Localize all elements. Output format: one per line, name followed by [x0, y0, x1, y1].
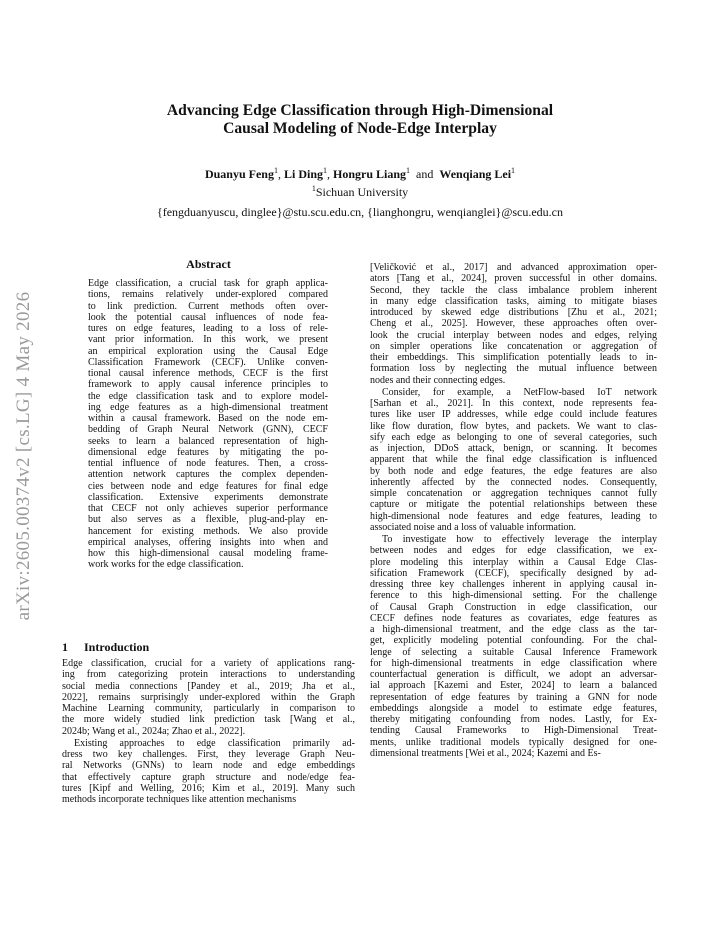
text-line: Existing approaches to edge classification primarily ad- — [74, 737, 355, 749]
text-line: tential influence of node features. Then, a cross- — [88, 458, 328, 469]
text-line: dimensional treatments [Wei et al., 2024; Kazemi and Es- — [370, 747, 601, 759]
text-line: tures on edge features, leading to a loss of rele- — [88, 323, 328, 334]
section-heading-introduction — [62, 640, 149, 655]
text-line: Classification Framework (CECF). Unlike conven- — [88, 356, 328, 368]
text-line: tending Causal Frameworks to High-Dimensional Treat- — [370, 725, 657, 737]
affiliation-name: Sichuan University — [315, 185, 409, 199]
text-line: hancement for existing methods. We also provide — [88, 525, 328, 537]
text-line: Cheng et al., 2025]. However, these approaches often over- — [370, 318, 657, 330]
text-line: ial approach [Kazemi and Ester, 2024] to learn a balanced — [370, 680, 657, 692]
paragraph — [370, 534, 657, 759]
text-line: that CECF not only achieves superior performance — [88, 503, 328, 514]
text-line: thereby mitigating confounding from nodes. Lastly, for Ex- — [370, 714, 657, 725]
author-list — [0, 163, 720, 182]
text-line: seeks to learn a balanced representation of high- — [88, 435, 328, 447]
text-line: the edge classification task and to explore model- — [88, 390, 328, 402]
author-name: Hongru Liang — [333, 167, 407, 181]
text-line: social media connections [Pandey et al., 2019; Jha et al., — [62, 680, 355, 692]
text-line: like flow duration, flow bytes, and packets. We want to clas- — [370, 420, 657, 432]
text-line: classification. Extensive experiments demonstrate — [88, 491, 328, 503]
affiliation — [0, 184, 720, 200]
text-line: tional causal inference methods, CECF is the first — [88, 368, 328, 379]
paragraph — [370, 262, 657, 386]
text-line: of Causal Graph Construction in edge classification, our — [370, 601, 657, 613]
text-line: simple concatenation or aggregation techniques cannot fully — [370, 488, 657, 499]
text-line: 2024b; Wang et al., 2024a; Zhao et al., 2022]. — [62, 725, 246, 737]
text-line: vant prior information. In this work, we present — [88, 334, 328, 346]
text-line: empirical analyses, offering insights into when and — [88, 536, 328, 548]
text-line: tions, remains relatively under-explored compared — [88, 289, 328, 301]
arxiv-identifier: arXiv:2605.00374v2 [cs.LG] 4 May 2026 — [13, 291, 34, 621]
affiliation-mark: 1 — [311, 184, 316, 193]
text-line: to link prediction. Current methods often over- — [88, 300, 328, 312]
text-line: lenge of selecting a suitable Causal Inference Framework — [370, 646, 657, 658]
text-line: capture or mitigate the potential relationships between these — [370, 499, 657, 511]
author-affiliation-mark: 1 — [273, 166, 278, 175]
arxiv-stamp — [8, 266, 40, 646]
text-line: high-dimensional node features and edge features, leading to — [370, 510, 657, 522]
author-separator: , — [327, 167, 330, 181]
text-line: in many edge classification tasks, aiming to mitigate biases — [370, 295, 657, 307]
text-line: representation of edge features by training a GNN for node — [370, 691, 657, 703]
text-line: cies between node and edge features for final edge — [88, 480, 328, 492]
text-line: counterfactual generation is difficult, we adopt an adversar- — [370, 669, 657, 680]
text-line: introduced by skewed edge distributions [Zhu et al., 2021; — [370, 307, 657, 318]
text-line: look the crucial interplay between nodes and edges, relying — [370, 329, 657, 341]
text-line: as injection, DDoS attack, benign, or scanning. It becomes — [370, 443, 657, 454]
paper-title — [0, 102, 720, 138]
text-line: apparent that while the final edge classification is influenced — [370, 454, 657, 466]
text-line: dressing three key challenges inherent in applying causal in- — [370, 579, 657, 590]
text-line: To investigate how to effectively leverage the interplay — [382, 534, 657, 545]
text-line: CECF defines node features as covariates, edge features as — [370, 612, 657, 624]
text-line: Machine Learning community, particularly in comparison to — [62, 703, 355, 714]
author-affiliation-mark: 1 — [511, 166, 516, 175]
abstract-body — [88, 278, 328, 571]
author-name: Wenqiang Lei — [439, 167, 512, 181]
text-line: Edge classification, crucial for a variety of applications rang- — [62, 658, 355, 669]
section-title: Introduction — [84, 640, 150, 654]
paragraph — [62, 658, 355, 737]
author-conjunction: and — [416, 167, 434, 181]
paragraph — [370, 387, 657, 533]
text-line: look the potential causal influences of node fea- — [88, 311, 328, 323]
text-line: inherently affected by the connected nodes. Consequently, — [370, 476, 657, 488]
text-line: that effectively capture graph structure and node/edge fea- — [62, 771, 355, 783]
text-line: ference to this high-dimensional setting. For the challenge — [370, 590, 657, 602]
left-column-body — [62, 658, 355, 805]
text-line: sification Framework (CECF), specifically designed by ad- — [370, 567, 657, 579]
text-line: between nodes and edges for edge classification, we ex- — [370, 545, 657, 557]
section-number: 1 — [62, 640, 68, 654]
text-line: associated noise and a loss of valuable information. — [370, 521, 577, 533]
text-line: framework to apply causal inference principles to — [88, 379, 328, 391]
text-line: 2022], remains surprisingly under-explored within the Graph — [62, 691, 355, 703]
text-line: dress two key challenges. First, they leverage Graph Neu- — [62, 749, 355, 760]
text-line: Consider, for example, a NetFlow-based IoT network — [382, 386, 657, 398]
author-separator: , — [277, 167, 281, 181]
text-line: ing from categorizing protein interactions to understanding — [62, 669, 355, 681]
text-line: work works for the edge classification. — [88, 559, 244, 571]
paragraph — [62, 738, 355, 806]
text-line: Edge classification, a crucial task for graph applica- — [88, 278, 328, 289]
title-line-1: Advancing Edge Classification through High-Dimensional — [166, 102, 554, 119]
text-line: sify each edge as belonging to one of several categories, such — [370, 431, 657, 443]
text-line: by both node and edge features, the edge features are also — [370, 465, 657, 477]
text-line: Second, they tackle the class imbalance problem inherent — [370, 284, 657, 296]
text-line: an empirical exploration using the Causal Edge — [88, 345, 328, 357]
text-line: ing edge features as a high-dimensional treatment — [88, 401, 328, 413]
text-line: their embeddings. This simplification potentially leads to in- — [370, 352, 657, 363]
text-line: get, explicitly modeling potential confounding. For the chal- — [370, 635, 657, 647]
text-line: [Sarhan et al., 2021]. In this context, node represents fea- — [370, 398, 657, 409]
text-line: methods incorporate techniques like attention mechanisms — [62, 794, 297, 805]
text-line: a high-dimensional treatment, and the edge class as the tar- — [370, 624, 657, 635]
text-line: dimensional edge features by mitigating the po- — [88, 446, 328, 458]
text-line: embeddings alongside a model to estimate edge features, — [370, 702, 657, 714]
text-line: but also serves as a flexible, plug-and-play en- — [88, 514, 328, 526]
author-affiliation-mark: 1 — [406, 166, 411, 175]
abstract-heading: Abstract — [186, 257, 231, 271]
text-line: nodes and their connecting edges. — [370, 374, 506, 386]
text-line: plore modeling this interplay within a Causal Edge Clas- — [370, 556, 657, 568]
author-name: Li Ding — [283, 167, 323, 181]
text-line: tures [Kipf and Welling, 2016; Kim et al., 2019]. Many such — [62, 782, 355, 794]
text-line: the more widely studied link prediction task [Wang et al., — [62, 714, 355, 726]
text-line: on simpler operations like concatenation or aggregation of — [370, 340, 657, 352]
author-affiliation-mark: 1 — [323, 166, 327, 175]
text-line: bedding of Graph Neural Network (GNN), CECF — [88, 424, 328, 436]
text-line: formation loss by neglecting the mutual influence between — [370, 363, 657, 375]
text-line: tures like user IP addresses, while edge could include features — [370, 409, 657, 421]
author-name: Duanyu Feng — [204, 167, 274, 181]
text-line: for high-dimensional treatments in edge classification where — [370, 657, 657, 669]
text-line: within a causal framework. Based on the node em- — [88, 413, 328, 424]
text-line: attention network captures the complex dependen- — [88, 469, 328, 481]
text-line: ments, unlike traditional models typically designed for one- — [370, 736, 657, 748]
title-line-2: Causal Modeling of Node-Edge Interplay — [223, 120, 497, 137]
author-emails: {fengduanyuscu, dinglee}@stu.scu.edu.cn, {lianghongru, wenqianglei}@scu.edu.cn — [156, 205, 564, 219]
text-line: ators [Tang et al., 2024], proven successful in other domains. — [370, 273, 657, 285]
text-line: [Veličković et al., 2017] and advanced approximation oper- — [370, 262, 657, 273]
right-column-body — [370, 262, 657, 759]
text-line: ral Networks (GNNs) to learn node and edge embeddings — [62, 760, 355, 772]
text-line: how this high-dimensional causal modeling frame- — [88, 548, 328, 559]
